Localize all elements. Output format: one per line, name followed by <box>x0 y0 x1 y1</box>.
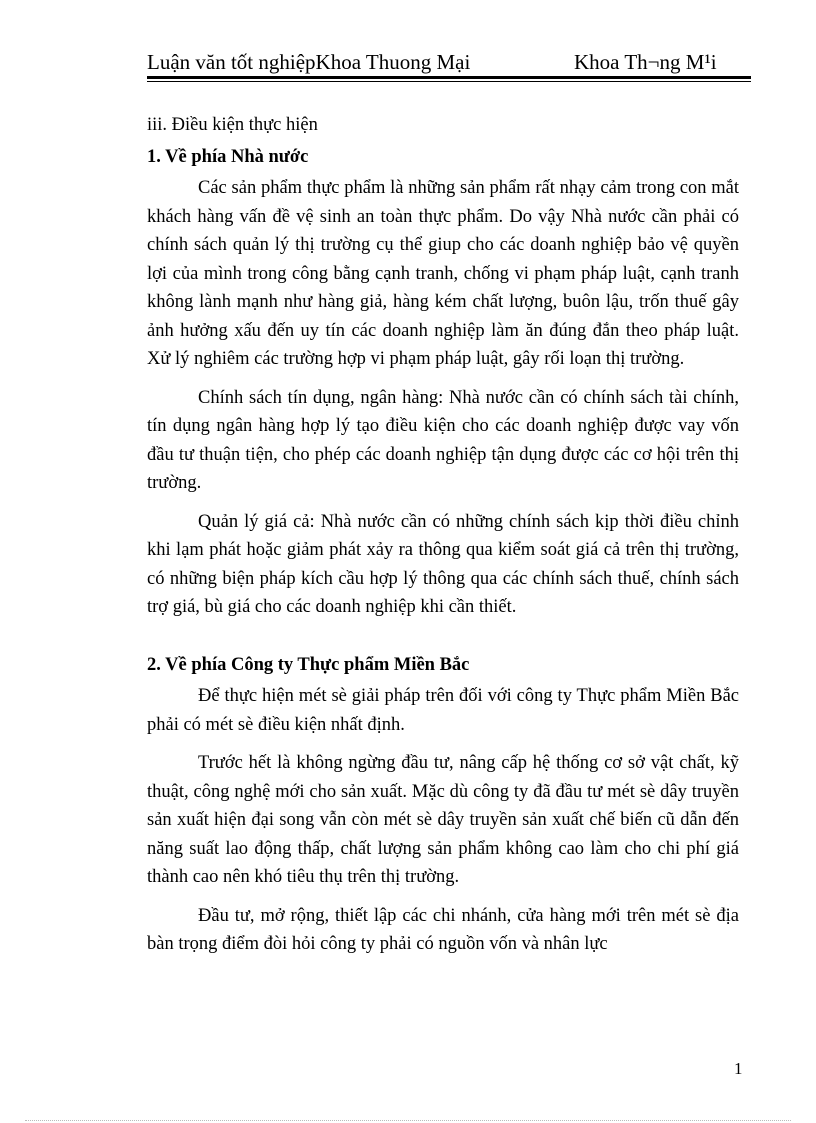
header-rule-thin <box>147 81 751 82</box>
section-1-paragraph-3: Quản lý giá cả: Nhà nước cần có những chính sách kịp thời điều chỉnh khi lạm phát hoặc giảm phát xảy ra thông qua kiểm soát giá cả trên thị trường, có những biện pháp kích cầu hợp lý thông qua các chính sách thuế, chính sách trợ giá, bù giá cho các doanh nghiệp khi cần thiết. <box>147 511 739 617</box>
section-1-paragraph-1: Các sản phẩm thực phẩm là những sản phẩm rất nhạy cảm trong con mắt khách hàng vấn đề vệ sinh an toàn thực phẩm. Do vậy Nhà nước cần phải có chính sách quản lý thị trường cụ thể giup cho các doanh nghiệp bảo vệ quyền lợi của mình trong công bằng cạnh tranh, chống vi phạm pháp luật, cạnh tranh không lành mạnh như hàng giả, hàng kém chất lượng, buôn lậu, trốn thuế gây ảnh hưởng xấu đến uy tín các doanh nghiệp làm ăn đúng đắn theo pháp luật. Xử lý nghiêm các trường hợp vi phạm pháp luật, gây rối loạn thị trường. <box>147 178 739 369</box>
header-faculty-name: Khoa Th¬ng M¹i <box>574 50 717 74</box>
section-2-paragraph-3: Đầu tư, mở rộng, thiết lập các chi nhánh, cửa hàng mới trên mét sè địa bàn trọng điểm đòi hỏi công ty phải có nguồn vốn và nhân lực <box>147 905 739 954</box>
header-rule-thick <box>147 76 751 79</box>
page-header <box>147 48 751 76</box>
section-2-paragraph-1: Để thực hiện mét sè giải pháp trên đối với công ty Thực phẩm Miền Bắc phải có mét sè điều kiện nhất định. <box>147 686 739 735</box>
header-thesis-title: Luận văn tốt nghiệpKhoa Thuong Mại <box>147 50 471 74</box>
section-1-heading: 1. Về phía Nhà nước <box>147 146 309 167</box>
section-2-heading: 2. Về phía Công ty Thực phẩm Miền Bắc <box>147 654 470 675</box>
footer-dotted-rule <box>25 1120 791 1121</box>
page-number: 1 <box>734 1059 743 1078</box>
section-2-paragraph-2: Trước hết là không ngừng đầu tư, nâng cấp hệ thống cơ sở vật chất, kỹ thuật, công nghệ mới cho sản xuất. Mặc dù công ty đã đầu tư mét sè dây truyền sản xuất hiện đại song vẫn còn mét sè dây truyền sản xuất chế biến cũ dẫn đến năng suất lao động thấp, chất lượng sản phẩm không cao làm cho chi phí giá thành cao nên khó tiêu thụ trên thị trường. <box>147 753 739 887</box>
section-1-paragraph-2: Chính sách tín dụng, ngân hàng: Nhà nước cần có chính sách tài chính, tín dụng ngân hàng hợp lý tạo điều kiện cho các doanh nghiệp được vay vốn đầu tư thuận tiện, cho phép các doanh nghiệp tận dụng được các cơ hội trên thị trường. <box>147 387 739 493</box>
subsection-title: iii. Điều kiện thực hiện <box>147 115 318 135</box>
document-body <box>147 111 739 969</box>
